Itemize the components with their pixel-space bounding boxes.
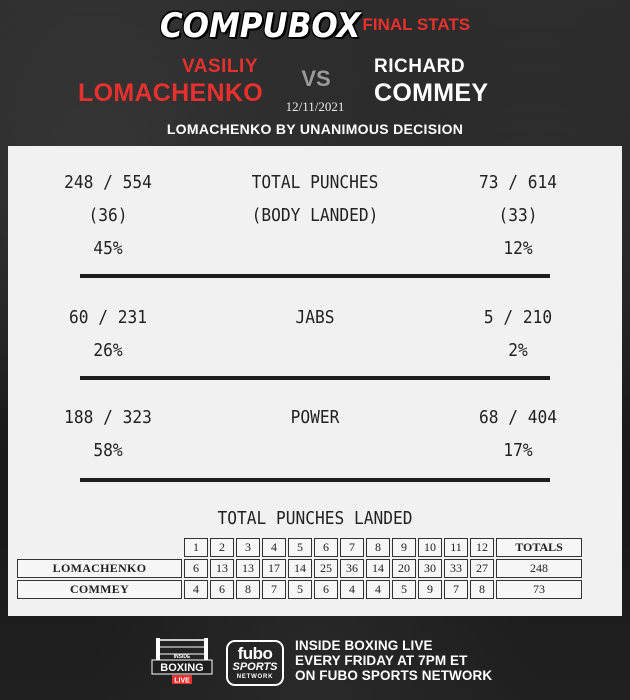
table-cell: 25 (314, 559, 338, 578)
table-cell: 9 (418, 580, 442, 599)
stat-value: 73 / 614 (478, 172, 558, 193)
fubo-sports-network-logo (226, 640, 284, 686)
round-header: 7 (340, 538, 364, 557)
power-block (8, 401, 622, 471)
round-header: 5 (288, 538, 312, 557)
fubo-sports: SPORTS (232, 661, 278, 673)
brand-subtitle: FINAL STATS (362, 15, 471, 34)
total-punches-block (8, 166, 622, 266)
round-header: 12 (470, 538, 494, 557)
compubox-logo (0, 8, 630, 44)
stat-value: 68 / 404 (478, 407, 558, 428)
table-corner (17, 538, 182, 557)
table-cell: 8 (236, 580, 260, 599)
promo-text (295, 638, 555, 683)
header (0, 0, 630, 145)
table-cell: 4 (184, 580, 208, 599)
promo-line: EVERY FRIDAY AT 7PM ET (295, 653, 468, 668)
fighter-1-jab-stats (54, 301, 162, 367)
stat-value: 5 / 210 (483, 307, 553, 328)
inside-boxing-live-logo (150, 634, 214, 688)
fighter-2-total-stats (469, 166, 568, 265)
fight-date: 12/11/2021 (285, 99, 345, 114)
table-cell: 6 (314, 580, 338, 599)
promo-line: ON FUBO SPORTS NETWORK (295, 668, 493, 683)
table-cell: 5 (288, 580, 312, 599)
row-fighter-name: COMMEY (17, 580, 182, 599)
stat-value: 17% (503, 440, 533, 461)
table-cell: 36 (340, 559, 364, 578)
table-cell: 6 (184, 559, 208, 578)
fight-result: LOMACHENKO BY UNANIMOUS DECISION (166, 121, 464, 137)
round-header: 10 (418, 538, 442, 557)
table-cell: 4 (340, 580, 364, 599)
punches-landed-table (15, 536, 584, 601)
table-cell: 14 (288, 559, 312, 578)
stat-value: 188 / 323 (64, 407, 152, 428)
round-header: 4 (262, 538, 286, 557)
jabs-label (219, 301, 412, 334)
stat-label: POWER (290, 407, 340, 428)
stat-label: JABS (295, 307, 335, 328)
stat-label: TOTAL PUNCHES (251, 172, 379, 193)
stat-value: 58% (93, 440, 123, 461)
fubo-network: NETWORK (236, 674, 274, 680)
table-cell: 17 (262, 559, 286, 578)
fighter-2-last-name: COMMEY (374, 79, 489, 107)
total-punches-label (219, 166, 412, 232)
stat-value: 2% (508, 340, 528, 361)
svg-text:BOXING: BOXING (160, 662, 204, 674)
power-label (219, 401, 412, 434)
row-total: 248 (496, 559, 582, 578)
table-cell: 14 (366, 559, 390, 578)
brand-title: COMPUBOX (159, 6, 361, 46)
stat-value: (33) (498, 205, 538, 226)
svg-text:INSIDE: INSIDE (173, 654, 191, 660)
fighter-2-power-stats (469, 401, 568, 467)
footer (0, 616, 630, 700)
stat-label: (BODY LANDED) (251, 205, 379, 226)
table-cell: 5 (392, 580, 416, 599)
stat-value: 248 / 554 (64, 172, 152, 193)
fighter-2-jab-stats (469, 301, 568, 367)
round-header: 6 (314, 538, 338, 557)
table-cell: 13 (210, 559, 234, 578)
table-cell: 27 (470, 559, 494, 578)
table-cell: 8 (470, 580, 494, 599)
stat-value: 26% (93, 340, 123, 361)
fighter-1-total-stats (54, 166, 162, 265)
table-cell: 20 (392, 559, 416, 578)
round-header: 9 (392, 538, 416, 557)
row-fighter-name: LOMACHENKO (17, 559, 182, 578)
stat-value: 60 / 231 (68, 307, 148, 328)
table-cell: 6 (210, 580, 234, 599)
table-cell: 33 (444, 559, 468, 578)
table-cell: 7 (262, 580, 286, 599)
fighter-1-power-stats (54, 401, 162, 467)
table-cell: 30 (418, 559, 442, 578)
round-header: 3 (236, 538, 260, 557)
fighter-1-first-name: VASILIY (182, 56, 258, 77)
vs-label: VS (301, 66, 331, 91)
fighter-1-last-name: LOMACHENKO (78, 79, 263, 107)
stats-panel (8, 146, 622, 616)
fubo-wordmark: fubo (237, 644, 273, 663)
stat-value: 45% (93, 238, 123, 259)
round-header: 11 (444, 538, 468, 557)
round-header: 2 (210, 538, 234, 557)
table-row (17, 559, 582, 578)
fighter-2-first-name: RICHARD (374, 56, 466, 77)
round-header: 1 (184, 538, 208, 557)
svg-text:LIVE: LIVE (174, 677, 190, 685)
round-header: 8 (366, 538, 390, 557)
table-cell: 4 (366, 580, 390, 599)
totals-header: TOTALS (496, 538, 582, 557)
table-row (17, 580, 582, 599)
divider (80, 274, 550, 278)
divider (80, 478, 550, 482)
divider (80, 376, 550, 380)
landed-table-title: TOTAL PUNCHES LANDED (217, 508, 413, 529)
stat-value: 12% (503, 238, 533, 259)
jabs-block (8, 301, 622, 371)
promo-line: INSIDE BOXING LIVE (295, 638, 433, 653)
table-header-row (17, 538, 582, 557)
table-cell: 13 (236, 559, 260, 578)
row-total: 73 (496, 580, 582, 599)
stat-value: (36) (88, 205, 128, 226)
table-cell: 7 (444, 580, 468, 599)
